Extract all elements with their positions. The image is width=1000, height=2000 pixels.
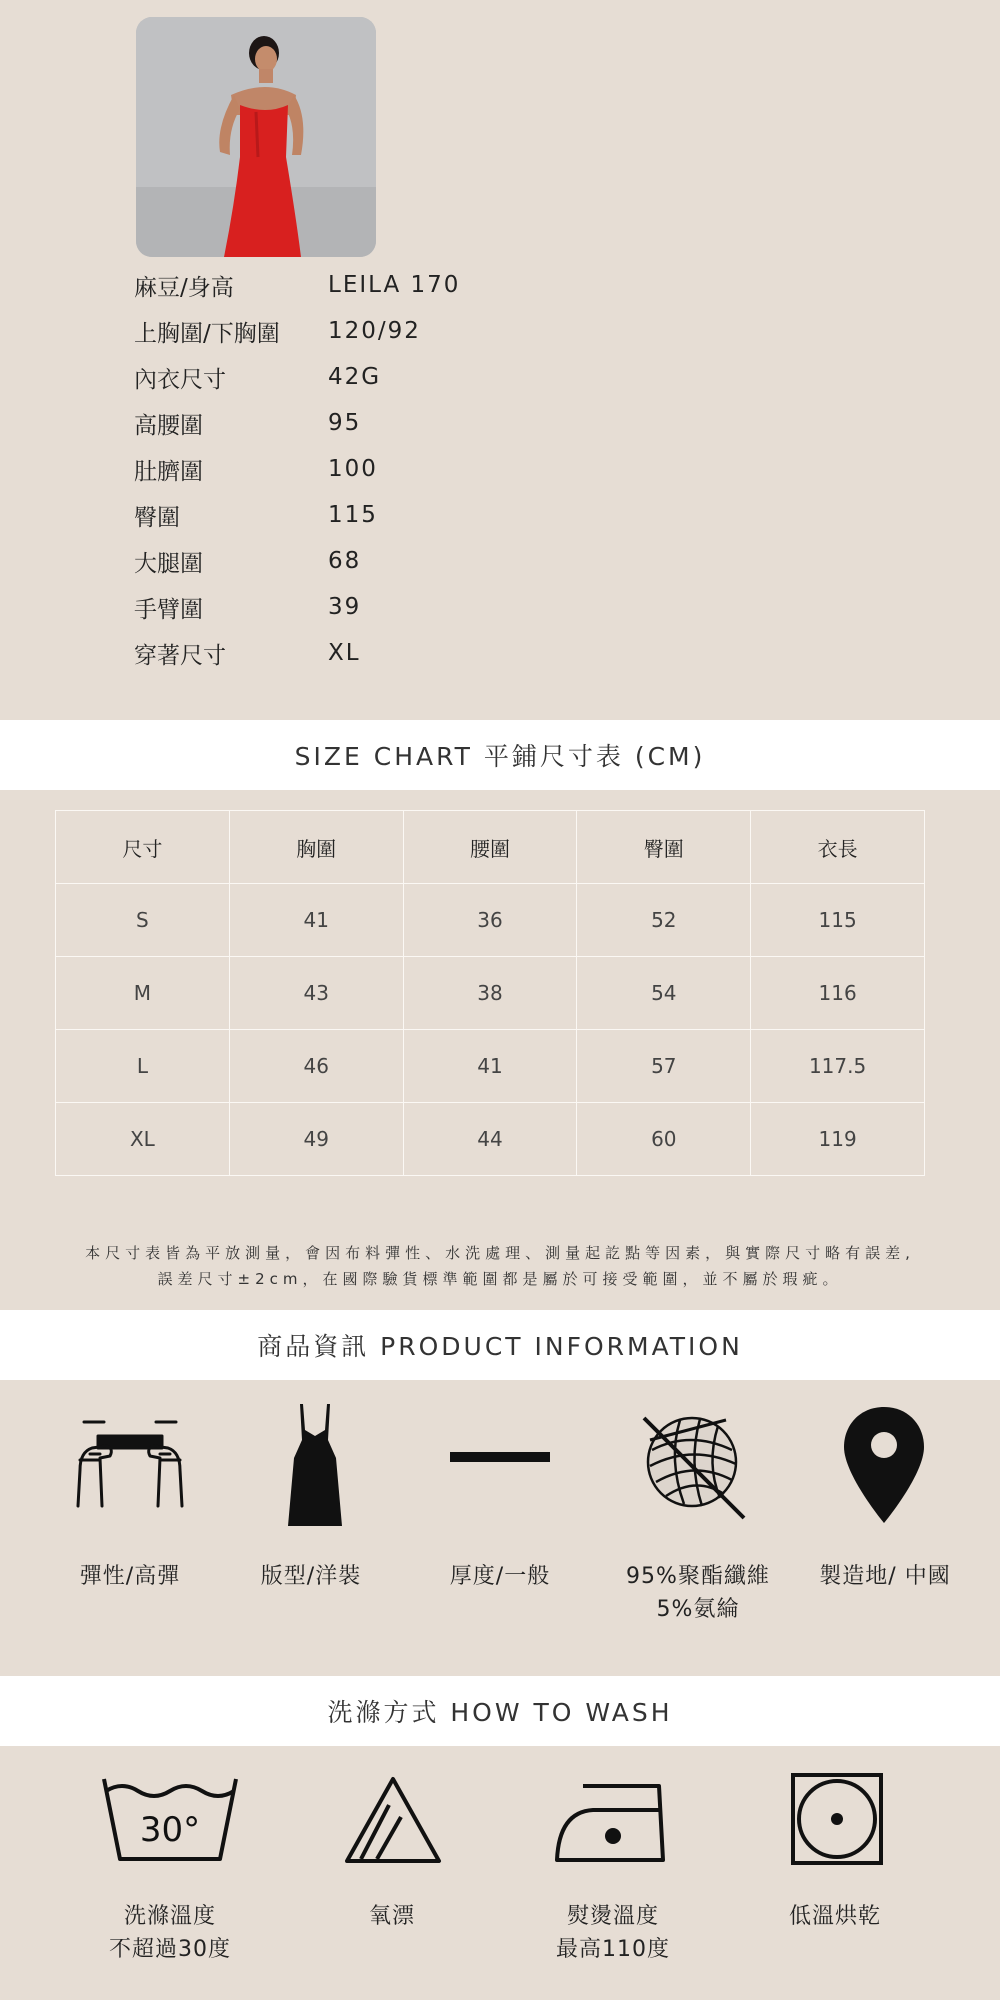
model-value: 42G: [328, 364, 382, 390]
wash-temp-label: 30°: [139, 1810, 201, 1850]
wash-caption-line: 洗滌溫度: [123, 1904, 216, 1929]
model-value: 115: [328, 502, 378, 528]
model-label: 內衣尺寸: [134, 366, 226, 393]
table-cell: M: [56, 957, 230, 1030]
model-label: 大腿圍: [134, 550, 203, 577]
table-header-row: [56, 811, 925, 884]
product-caption: [790, 1560, 980, 1593]
model-value: XL: [328, 640, 361, 666]
product-caption-line: 厚度/一般: [449, 1564, 551, 1589]
wash-caption: [75, 1900, 265, 1966]
location-pin-icon: [842, 1405, 926, 1527]
table-row: [56, 957, 925, 1030]
table-header-cell: 臀圍: [577, 811, 751, 884]
size-chart-table: [55, 810, 925, 1176]
table-cell: 46: [229, 1030, 403, 1103]
table-cell: 36: [403, 884, 577, 957]
product-caption-line: 彈性/高彈: [79, 1564, 181, 1589]
product-caption: [603, 1560, 793, 1626]
table-cell: 60: [577, 1103, 751, 1176]
table-header-cell: 胸圍: [229, 811, 403, 884]
wash-caption-line: 低溫烘乾: [788, 1904, 881, 1929]
model-row: [134, 265, 460, 305]
table-cell: 116: [751, 957, 925, 1030]
table-cell: 41: [403, 1030, 577, 1103]
model-value: 68: [328, 548, 362, 574]
table-cell: XL: [56, 1103, 230, 1176]
tumble-dry-low-icon: [790, 1772, 884, 1866]
model-row: [134, 495, 378, 535]
table-row: [56, 1030, 925, 1103]
dress-icon: [280, 1400, 350, 1530]
model-photo: [136, 17, 376, 257]
model-row: [134, 541, 361, 581]
model-value: 95: [328, 410, 362, 436]
wash-title: 洗滌方式 HOW TO WASH: [0, 1676, 1000, 1746]
table-cell: 115: [751, 884, 925, 957]
thickness-line-icon: [450, 1450, 550, 1464]
product-caption: [405, 1560, 595, 1593]
table-cell: 49: [229, 1103, 403, 1176]
model-value: 120/92: [328, 318, 421, 344]
product-caption-line: 95%聚酯纖維: [626, 1564, 770, 1589]
table-cell: 41: [229, 884, 403, 957]
model-row: [134, 403, 361, 443]
wash-caption-line: 最高110度: [556, 1937, 670, 1962]
product-caption: [216, 1560, 406, 1593]
model-row: [134, 357, 381, 397]
model-label: 麻豆/身高: [134, 274, 234, 301]
model-label: 穿著尺寸: [134, 642, 226, 669]
model-label: 臀圍: [134, 504, 180, 531]
table-row: [56, 884, 925, 957]
iron-icon: [553, 1780, 668, 1865]
product-caption-line: 5%氨綸: [656, 1597, 740, 1622]
table-header-cell: 尺寸: [56, 811, 230, 884]
table-cell: 57: [577, 1030, 751, 1103]
table-cell: 38: [403, 957, 577, 1030]
wash-caption: [518, 1900, 708, 1966]
model-row: [134, 449, 378, 489]
model-label: 手臂圍: [134, 596, 203, 623]
wash-caption: [740, 1900, 930, 1933]
stretch-hands-icon: [70, 1410, 190, 1520]
model-value: 39: [328, 594, 362, 620]
model-row: [134, 311, 421, 351]
product-caption: [35, 1560, 225, 1593]
product-caption-line: 製造地/ 中國: [819, 1564, 951, 1589]
model-label: 上胸圍/下胸圍: [134, 320, 280, 347]
wash-caption-line: 熨燙溫度: [566, 1904, 659, 1929]
size-note-line: 誤差尺寸±2cm，在國際驗貨標準範圍都是屬於可接受範圍，並不屬於瑕疵。: [157, 1270, 843, 1288]
model-row: [134, 587, 361, 627]
model-label: 高腰圍: [134, 412, 203, 439]
size-chart-title: SIZE CHART 平鋪尺寸表 (CM): [0, 720, 1000, 790]
model-value: LEILA 170: [328, 272, 461, 298]
yarn-ball-icon: [640, 1410, 750, 1525]
oxygen-bleach-icon: [343, 1775, 443, 1865]
table-cell: 52: [577, 884, 751, 957]
table-cell: 119: [751, 1103, 925, 1176]
size-note-line: 本尺寸表皆為平放測量，會因布料彈性、水洗處理、測量起訖點等因素，與實際尺寸略有誤差,: [85, 1244, 915, 1262]
table-row: [56, 1103, 925, 1176]
table-header-cell: 衣長: [751, 811, 925, 884]
table-cell: 44: [403, 1103, 577, 1176]
model-label: 肚臍圍: [134, 458, 203, 485]
table-cell: S: [56, 884, 230, 957]
product-caption-line: 版型/洋裝: [260, 1564, 362, 1589]
model-value: 100: [328, 456, 378, 482]
model-row: [134, 633, 361, 673]
table-cell: 54: [577, 957, 751, 1030]
table-cell: L: [56, 1030, 230, 1103]
size-note: [20, 1240, 980, 1292]
product-info-title: 商品資訊 PRODUCT INFORMATION: [0, 1310, 1000, 1380]
wash-caption: [297, 1900, 487, 1933]
table-cell: 117.5: [751, 1030, 925, 1103]
wash-caption-line: 不超過30度: [109, 1937, 231, 1962]
table-header-cell: 腰圍: [403, 811, 577, 884]
table-cell: 43: [229, 957, 403, 1030]
wash-caption-line: 氧漂: [368, 1904, 415, 1929]
